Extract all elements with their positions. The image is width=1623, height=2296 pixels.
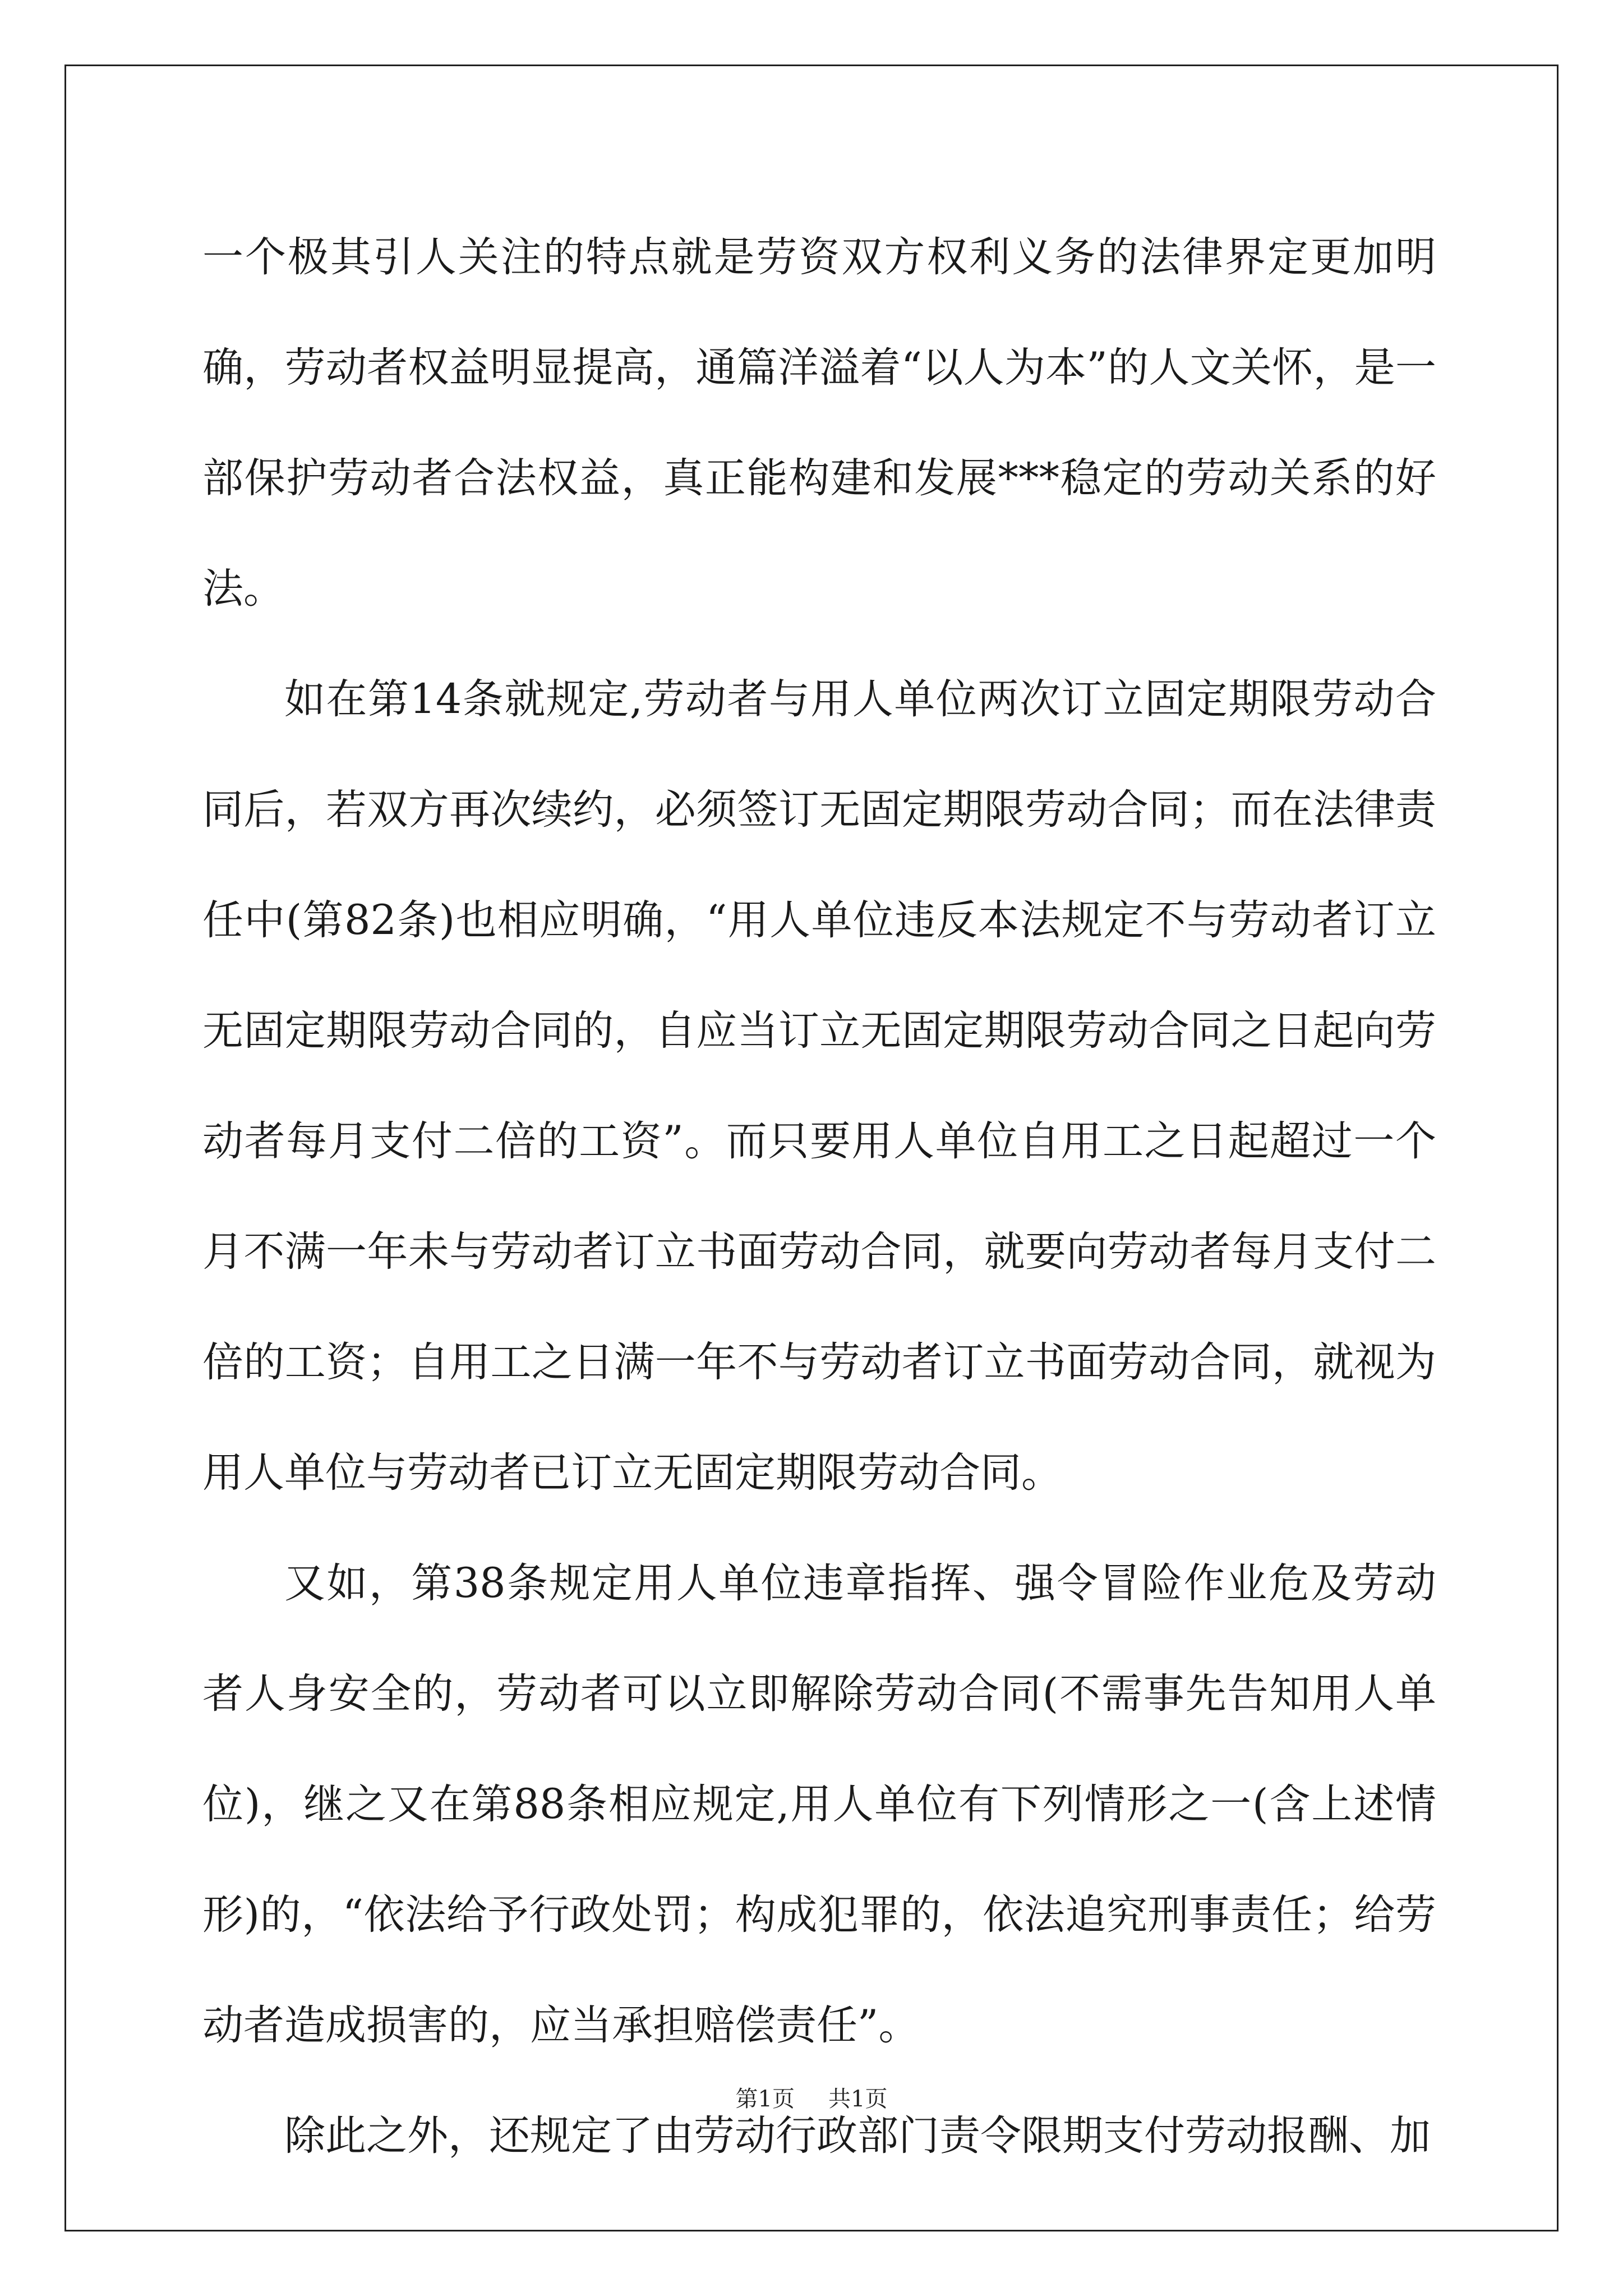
- paragraph-3: 又如，第38条规定用人单位违章指挥、强令冒险作业危及劳动者人身安全的，劳动者可以立即解除劳动合同(不需事先告知用人单位)，继之又在第88条相应规定,用人单位有下列情形之一(含上述情形)的，“依法给予行政处罚；构成犯罪的，依法追究刑事责任；给劳动者造成损害的，应当承担赔偿责任”。: [202, 1559, 1436, 2049]
- page-total: 共1页: [828, 2086, 888, 2112]
- paragraph-2: 如在第14条就规定,劳动者与用人单位两次订立固定期限劳动合同后，若双方再次续约，必须签订无固定期限劳动合同；而在法律责任中(第82条)也相应明确，“用人单位违反本法规定不与劳动者订立无固定期限劳动合同的，自应当订立无固定期限劳动合同之日起向劳动者每月支付二倍的工资”。而只要用人单位自用工之日起超过一个月不满一年未与劳动者订立书面劳动合同，就要向劳动者每月支付二倍的工资；自用工之日满一年不与劳动者订立书面劳动合同，就视为用人单位与劳动者已订立无固定期限劳动合同。: [202, 675, 1436, 1497]
- paragraph-1: 一个极其引人关注的特点就是劳资双方权利义务的法律界定更加明确，劳动者权益明显提高，通篇洋溢着“以人为本”的人文关怀，是一部保护劳动者合法权益，真正能构建和发展***稳定的劳动关系的好法。: [202, 233, 1436, 613]
- paragraph-4: 除此之外，还规定了由劳动行政部门责令限期支付劳动报酬、加: [284, 2112, 1431, 2160]
- page-number: 第1页: [735, 2086, 795, 2112]
- page-footer: [0, 2081, 1623, 2113]
- document-body: [202, 202, 1436, 2191]
